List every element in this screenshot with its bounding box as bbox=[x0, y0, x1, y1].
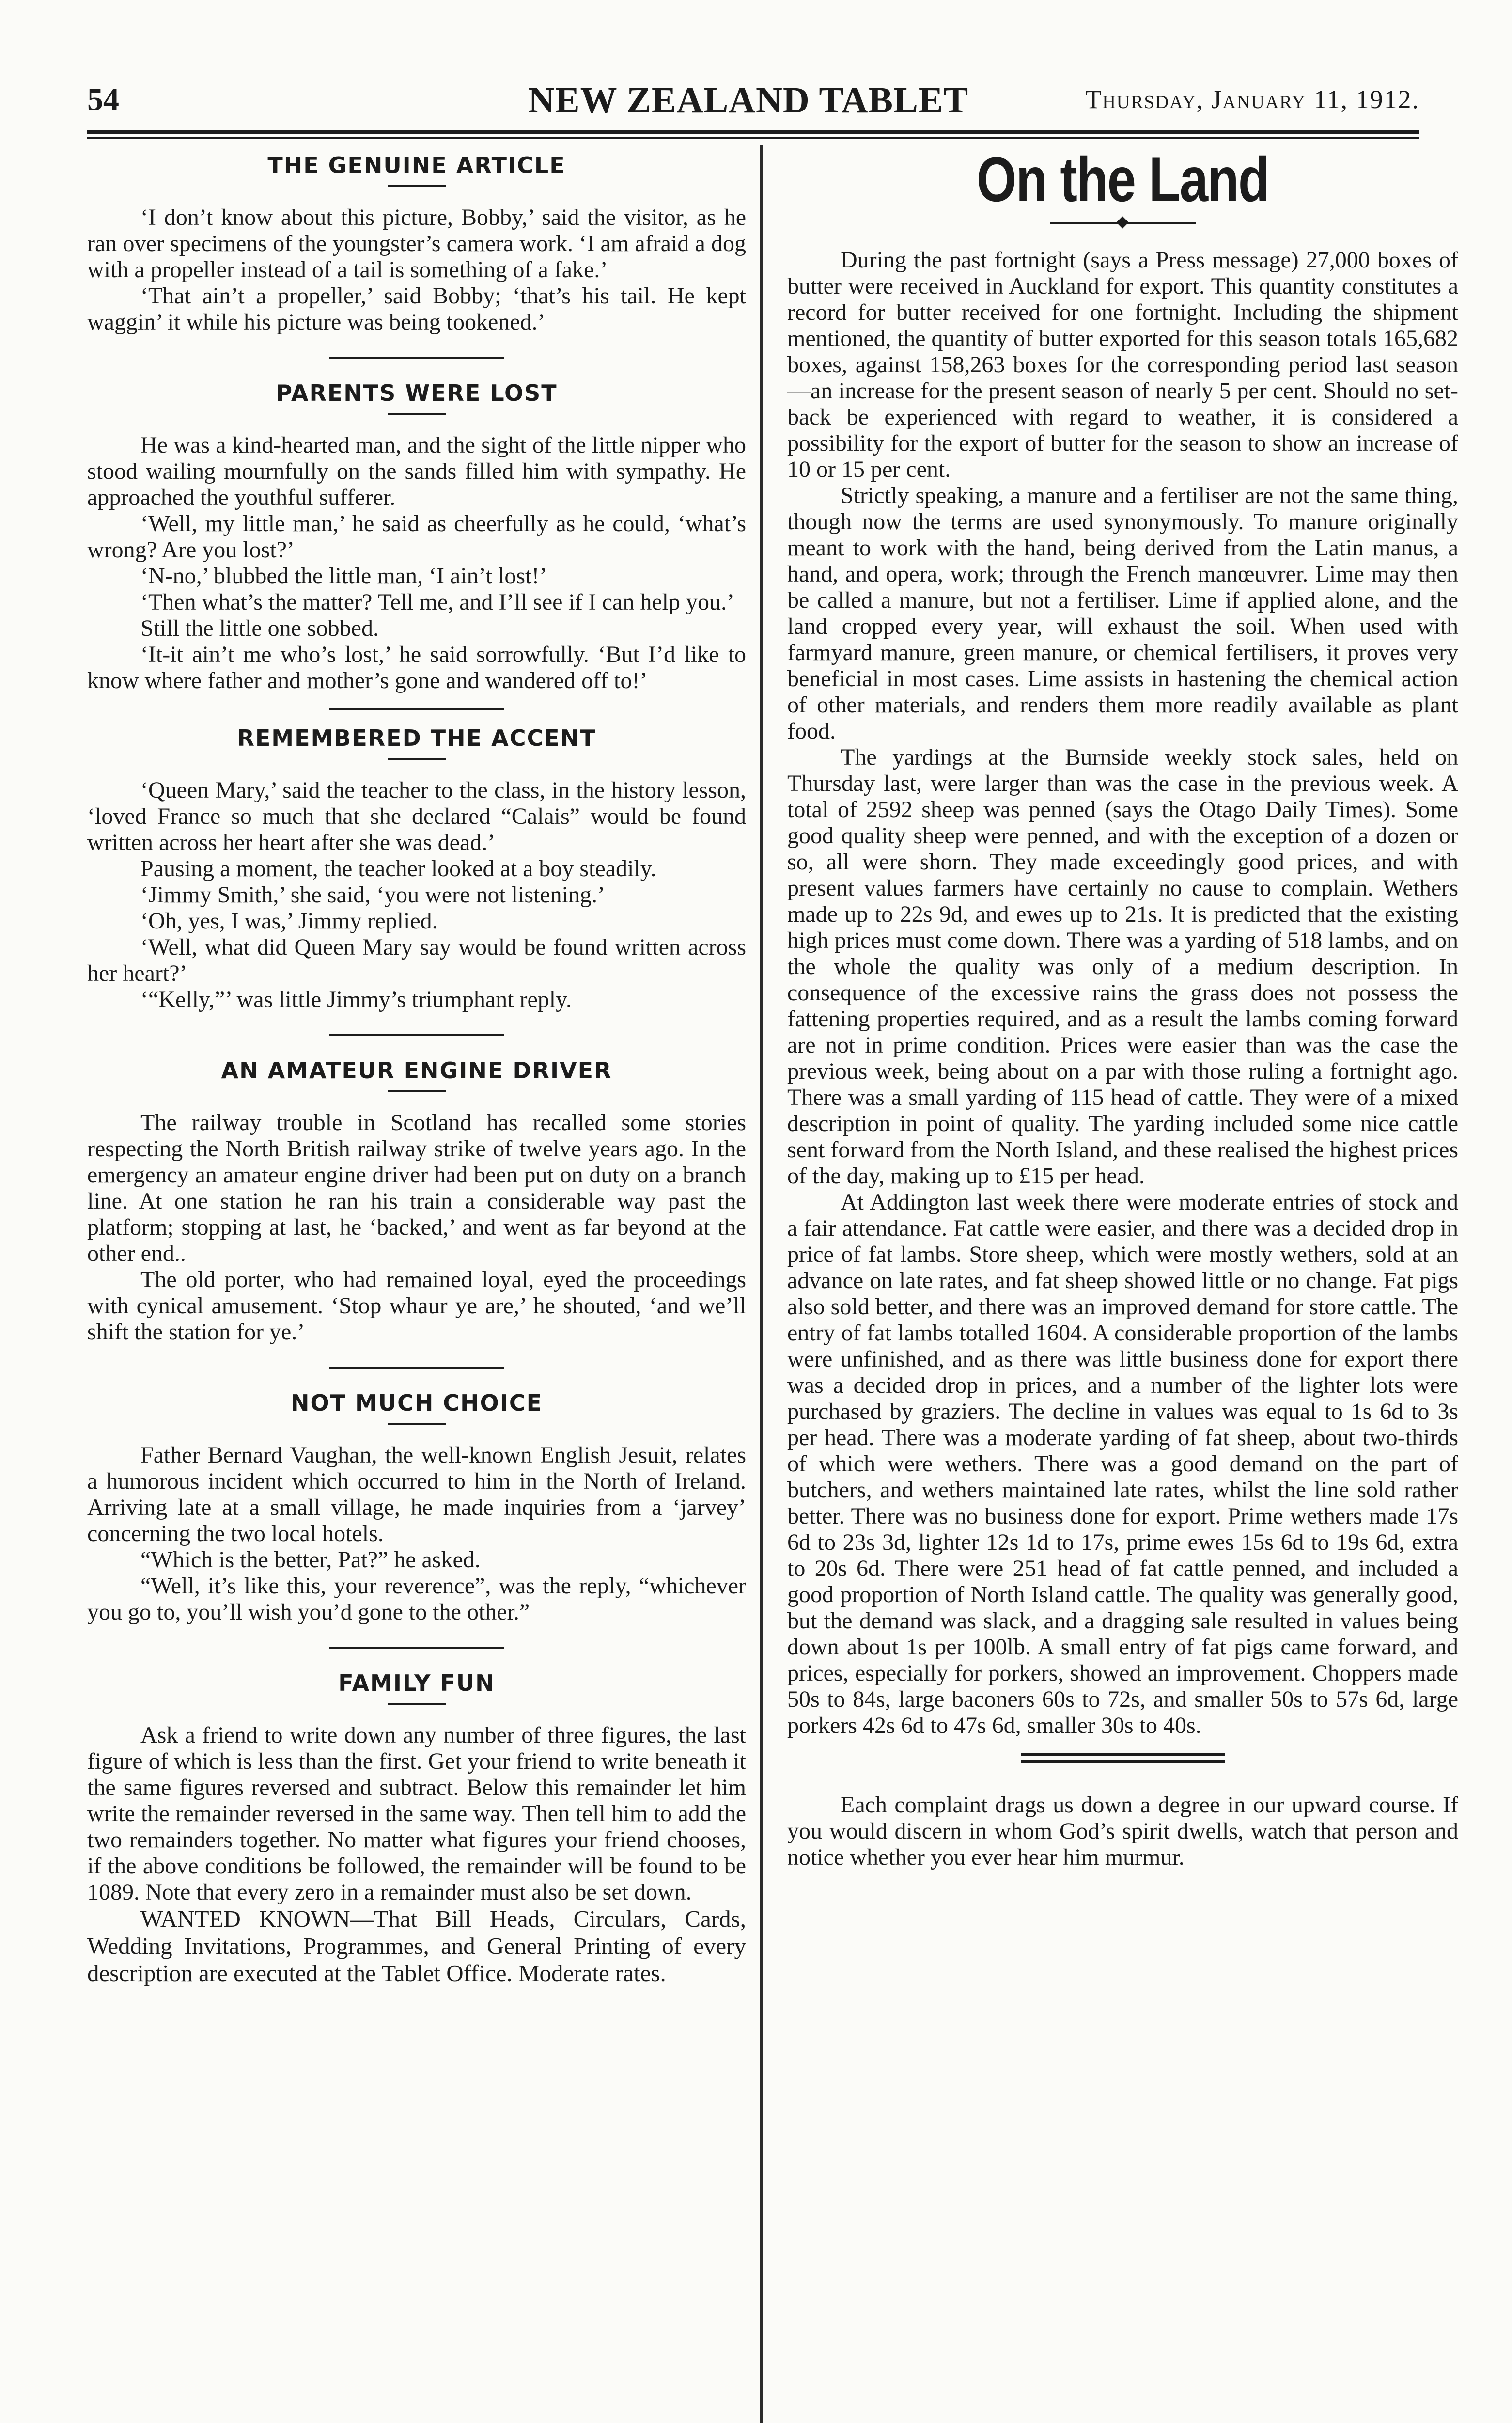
closing-paragraph: Each complaint drags us down a degree in our upward course. If you would discern in whom God’s spirit dwells, watch that person and notice whether you ever hear him murmur. bbox=[787, 1792, 1458, 1870]
heading-rule bbox=[388, 758, 446, 760]
section-divider bbox=[329, 1647, 504, 1649]
publication-title: NEW ZEALAND TABLET bbox=[528, 80, 969, 121]
paragraph: ‘Well, my little man,’ he said as cheerfully as he could, ‘what’s wrong? Are you lost?’ bbox=[87, 511, 746, 563]
paragraph: ‘Jimmy Smith,’ she said, ‘you were not listening.’ bbox=[140, 882, 605, 908]
paragraph: ‘N-no,’ blubbed the little man, ‘I ain’t lost!’ bbox=[140, 563, 547, 589]
heading-rule bbox=[388, 1090, 446, 1092]
heading-rule bbox=[388, 413, 446, 415]
masthead bbox=[87, 81, 1419, 135]
paragraph-addington: At Addington last week there were moderate entries of stock and a fair attendance. Fat cattle were easier, and there was a decided drop in price of fat lambs. Store sheep, which were mostly wethers, sold at an advance on late rates, and fat sheep showed little or no change. Fat pigs also sold better, and there was an improved demand for store cattle. The entry of fat lambs totalled 1604. A considerable proportion of the lambs were unfinished, and as there was little business done for export there was a decided drop in prices, and a number of the lighter lots were purchased by graziers. The decline in values was equal to 1s 6d to 3s per head. There was a moderate yarding of fat sheep, about two-thirds of which were wethers. There was a good demand on the part of butchers, and wethers maintained late rates, whilst the line sold rather better. There was no business done for export. Prime wethers made 17s 6d to 23s 3d, lighter 12s 1d to 17s, prime ewes 15s 6d to 19s 6d, extra to 20s 6d. There were 251 head of fat cattle penned, and included a good proportion of North Island cattle. The quality was generally good, but the demand was slack, and a dragging sale resulted in values being down about 1s per 100lb. A small entry of fat pigs came forward, and prices, especially for porkers, showed an improvement. Choppers made 50s to 84s, large baconers 60s to 72s, and smaller 50s to 57s 6d, large porkers 42s 6d to 47s 6d, smaller 30s to 40s. bbox=[787, 1189, 1458, 1738]
paragraph-burnside-sales: The yardings at the Burnside weekly stock sales, held on Thursday last, were larger than was the case in the previous week. A total of 2592 sheep was penned (says the Otago Daily Times). Some good quality sheep were penned, and with the exception of a dozen or so, all were shorn. They made exceedingly good prices, and with present values farmers have certainly no cause to complain. Wethers made up to 22s 9d, and ewes up to 21s. It is predicted that the existing high prices must come down. There was a yarding of 518 lambs, and on the whole the quality was only of a medium description. In consequence of the excessive rains the grass does not possess the fattening properties required, and as a result the lambs coming forward are not in prime condition. Prices were easier than was the case the previous week, being about on a par with those ruling a fortnight ago. There was a small yarding of 115 head of cattle. They were of a mixed description in point of quality. The yarding included some nice cattle sent forward from the North Island, and these realised the highest prices of the day, making up to £15 per head. bbox=[787, 744, 1458, 1189]
paragraph: “Well, it’s like this, your reverence”, was the reply, “whichever you go to, you’ll wish you’d gone to the other.” bbox=[87, 1573, 746, 1625]
article-heading: NOT MUCH CHOICE bbox=[290, 1390, 543, 1416]
ornament-diamond-icon bbox=[1116, 216, 1128, 228]
title-ornament bbox=[1050, 218, 1196, 228]
article-heading: FAMILY FUN bbox=[338, 1670, 495, 1696]
rule-line bbox=[1021, 1753, 1225, 1756]
paragraph: “Which is the better, Pat?” he asked. bbox=[140, 1547, 481, 1573]
paragraph: ‘It-it ain’t me who’s lost,’ he said sorrowfully. ‘But I’d like to know where father and mother’s gone and wandered off to!’ bbox=[87, 642, 746, 693]
paragraph: Father Bernard Vaughan, the well-known English Jesuit, relates a humorous incident which occurred to him in the North of Ireland. Arriving late at a small village, he made inquiries from a ‘jarvey’ concerning the two local hotels. bbox=[87, 1442, 746, 1546]
paragraph-butter-export: During the past fortnight (says a Press message) 27,000 boxes of butter were received in Auckland for export. This quantity constitutes a record for butter received for one fortnight. Including the shipment mentioned, the quantity of butter exported for this season totals 165,682 boxes, against 158,263 boxes for the corresponding period last season—an increase for the present season of nearly 5 per cent. Should no set-back be experienced with regard to weather, it is considered a possibility for the export of butter for the season to show an increase of 10 or 15 per cent. bbox=[787, 247, 1458, 482]
masthead-rule bbox=[87, 130, 1419, 134]
paragraph: ‘“Kelly,”’ was little Jimmy’s triumphant reply. bbox=[140, 987, 572, 1012]
article-genuine-article bbox=[87, 152, 746, 335]
rule-line bbox=[1021, 1760, 1225, 1763]
article-heading: REMEMBERED THE ACCENT bbox=[237, 725, 596, 751]
section-divider bbox=[329, 1034, 504, 1036]
paragraph: ‘Oh, yes, I was,’ Jimmy replied. bbox=[140, 908, 438, 934]
heading-rule bbox=[388, 1703, 446, 1705]
section-title: On the Land bbox=[976, 144, 1269, 215]
article-amateur-engine-driver bbox=[87, 1057, 746, 1345]
wanted-known-notice: WANTED KNOWN—That Bill Heads, Circulars, Cards, Wedding Invitations, Programmes, and General Printing of every description are executed at the Tablet Office. Moderate rates. bbox=[87, 1905, 746, 1986]
paragraph: The old porter, who had remained loyal, eyed the proceedings with cynical amusement. ‘Stop whaur ye are,’ he shouted, ‘and we’ll shift the station for ye.’ bbox=[87, 1267, 746, 1345]
section-divider bbox=[329, 1367, 504, 1369]
heading-rule bbox=[388, 1423, 446, 1425]
article-heading: THE GENUINE ARTICLE bbox=[267, 152, 566, 178]
masthead-rule-thin bbox=[87, 137, 1419, 139]
paragraph: ‘That ain’t a propeller,’ said Bobby; ‘that’s his tail. He kept waggin’ it while his picture was being tookened.’ bbox=[87, 283, 746, 335]
section-divider bbox=[329, 708, 504, 710]
issue-date: Thursday, January 11, 1912. bbox=[1085, 85, 1419, 114]
article-remembered-the-accent bbox=[87, 725, 746, 1013]
paragraph: ‘I don’t know about this picture, Bobby,’ said the visitor, as he ran over specimens of the youngster’s camera work. ‘I am afraid a dog with a propeller instead of a tail is something of a fake.’ bbox=[87, 205, 746, 283]
paragraph: The railway trouble in Scotland has recalled some stories respecting the North British railway strike of twelve years ago. In the emergency an amateur engine driver had been put on duty on a branch line. At one station he ran his train a considerable way past the platform; stopping at last, he ‘backed,’ and went as far beyond at the other end.. bbox=[87, 1110, 746, 1266]
article-heading: PARENTS WERE LOST bbox=[276, 380, 558, 406]
article-parents-were-lost bbox=[87, 380, 746, 694]
paragraph: Still the little one sobbed. bbox=[140, 615, 379, 641]
column-divider bbox=[760, 145, 763, 2423]
article-not-much-choice bbox=[87, 1390, 746, 1625]
section-divider bbox=[329, 357, 504, 359]
closing-double-rule bbox=[1021, 1753, 1225, 1763]
article-family-fun bbox=[87, 1670, 746, 1905]
article-heading: AN AMATEUR ENGINE DRIVER bbox=[221, 1057, 612, 1084]
left-column bbox=[87, 145, 746, 1987]
paragraph: Ask a friend to write down any number of three figures, the last figure of which is less than the first. Get your friend to write beneath it the same figures reversed and subtract. Below this remainder let him write the remainder reversed in the same way. Then tell him to add the two remainders together. No matter what figures your friend chooses, if the above conditions be followed, the remainder will be found to be 1089. Note that every zero in a remainder must also be set down. bbox=[87, 1722, 746, 1905]
page-number: 54 bbox=[87, 82, 119, 117]
paragraph-manure-fertiliser: Strictly speaking, a manure and a fertiliser are not the same thing, though now the terms are used synonymously. To manure originally meant to work with the hand, being derived from the Latin manus, a hand, and opera, work; through the French manœuvrer. Lime may then be called a manure, but not a fertiliser. Lime if applied alone, and the land cropped every year, will exhaust the soil. When used with farmyard manure, green manure, or chemical fertilisers, it proves very beneficial in most cases. Lime assists in hastening the chemical action of other materials, and renders them more readily available as plant food. bbox=[787, 483, 1458, 744]
paragraph: Pausing a moment, the teacher looked at a boy steadily. bbox=[140, 856, 656, 881]
paragraph: ‘Queen Mary,’ said the teacher to the class, in the history lesson, ‘loved France so much that she declared “Calais” would be found written across her heart after she was dead.’ bbox=[87, 777, 746, 855]
paragraph: He was a kind-hearted man, and the sight of the little nipper who stood wailing mournfully on the sands filled him with sympathy. He approached the youthful sufferer. bbox=[87, 432, 746, 510]
heading-rule bbox=[388, 185, 446, 187]
paragraph: ‘Well, what did Queen Mary say would be found written across her heart?’ bbox=[87, 934, 746, 986]
right-column bbox=[787, 145, 1458, 1871]
paragraph: ‘Then what’s the matter? Tell me, and I’ll see if I can help you.’ bbox=[140, 589, 734, 615]
